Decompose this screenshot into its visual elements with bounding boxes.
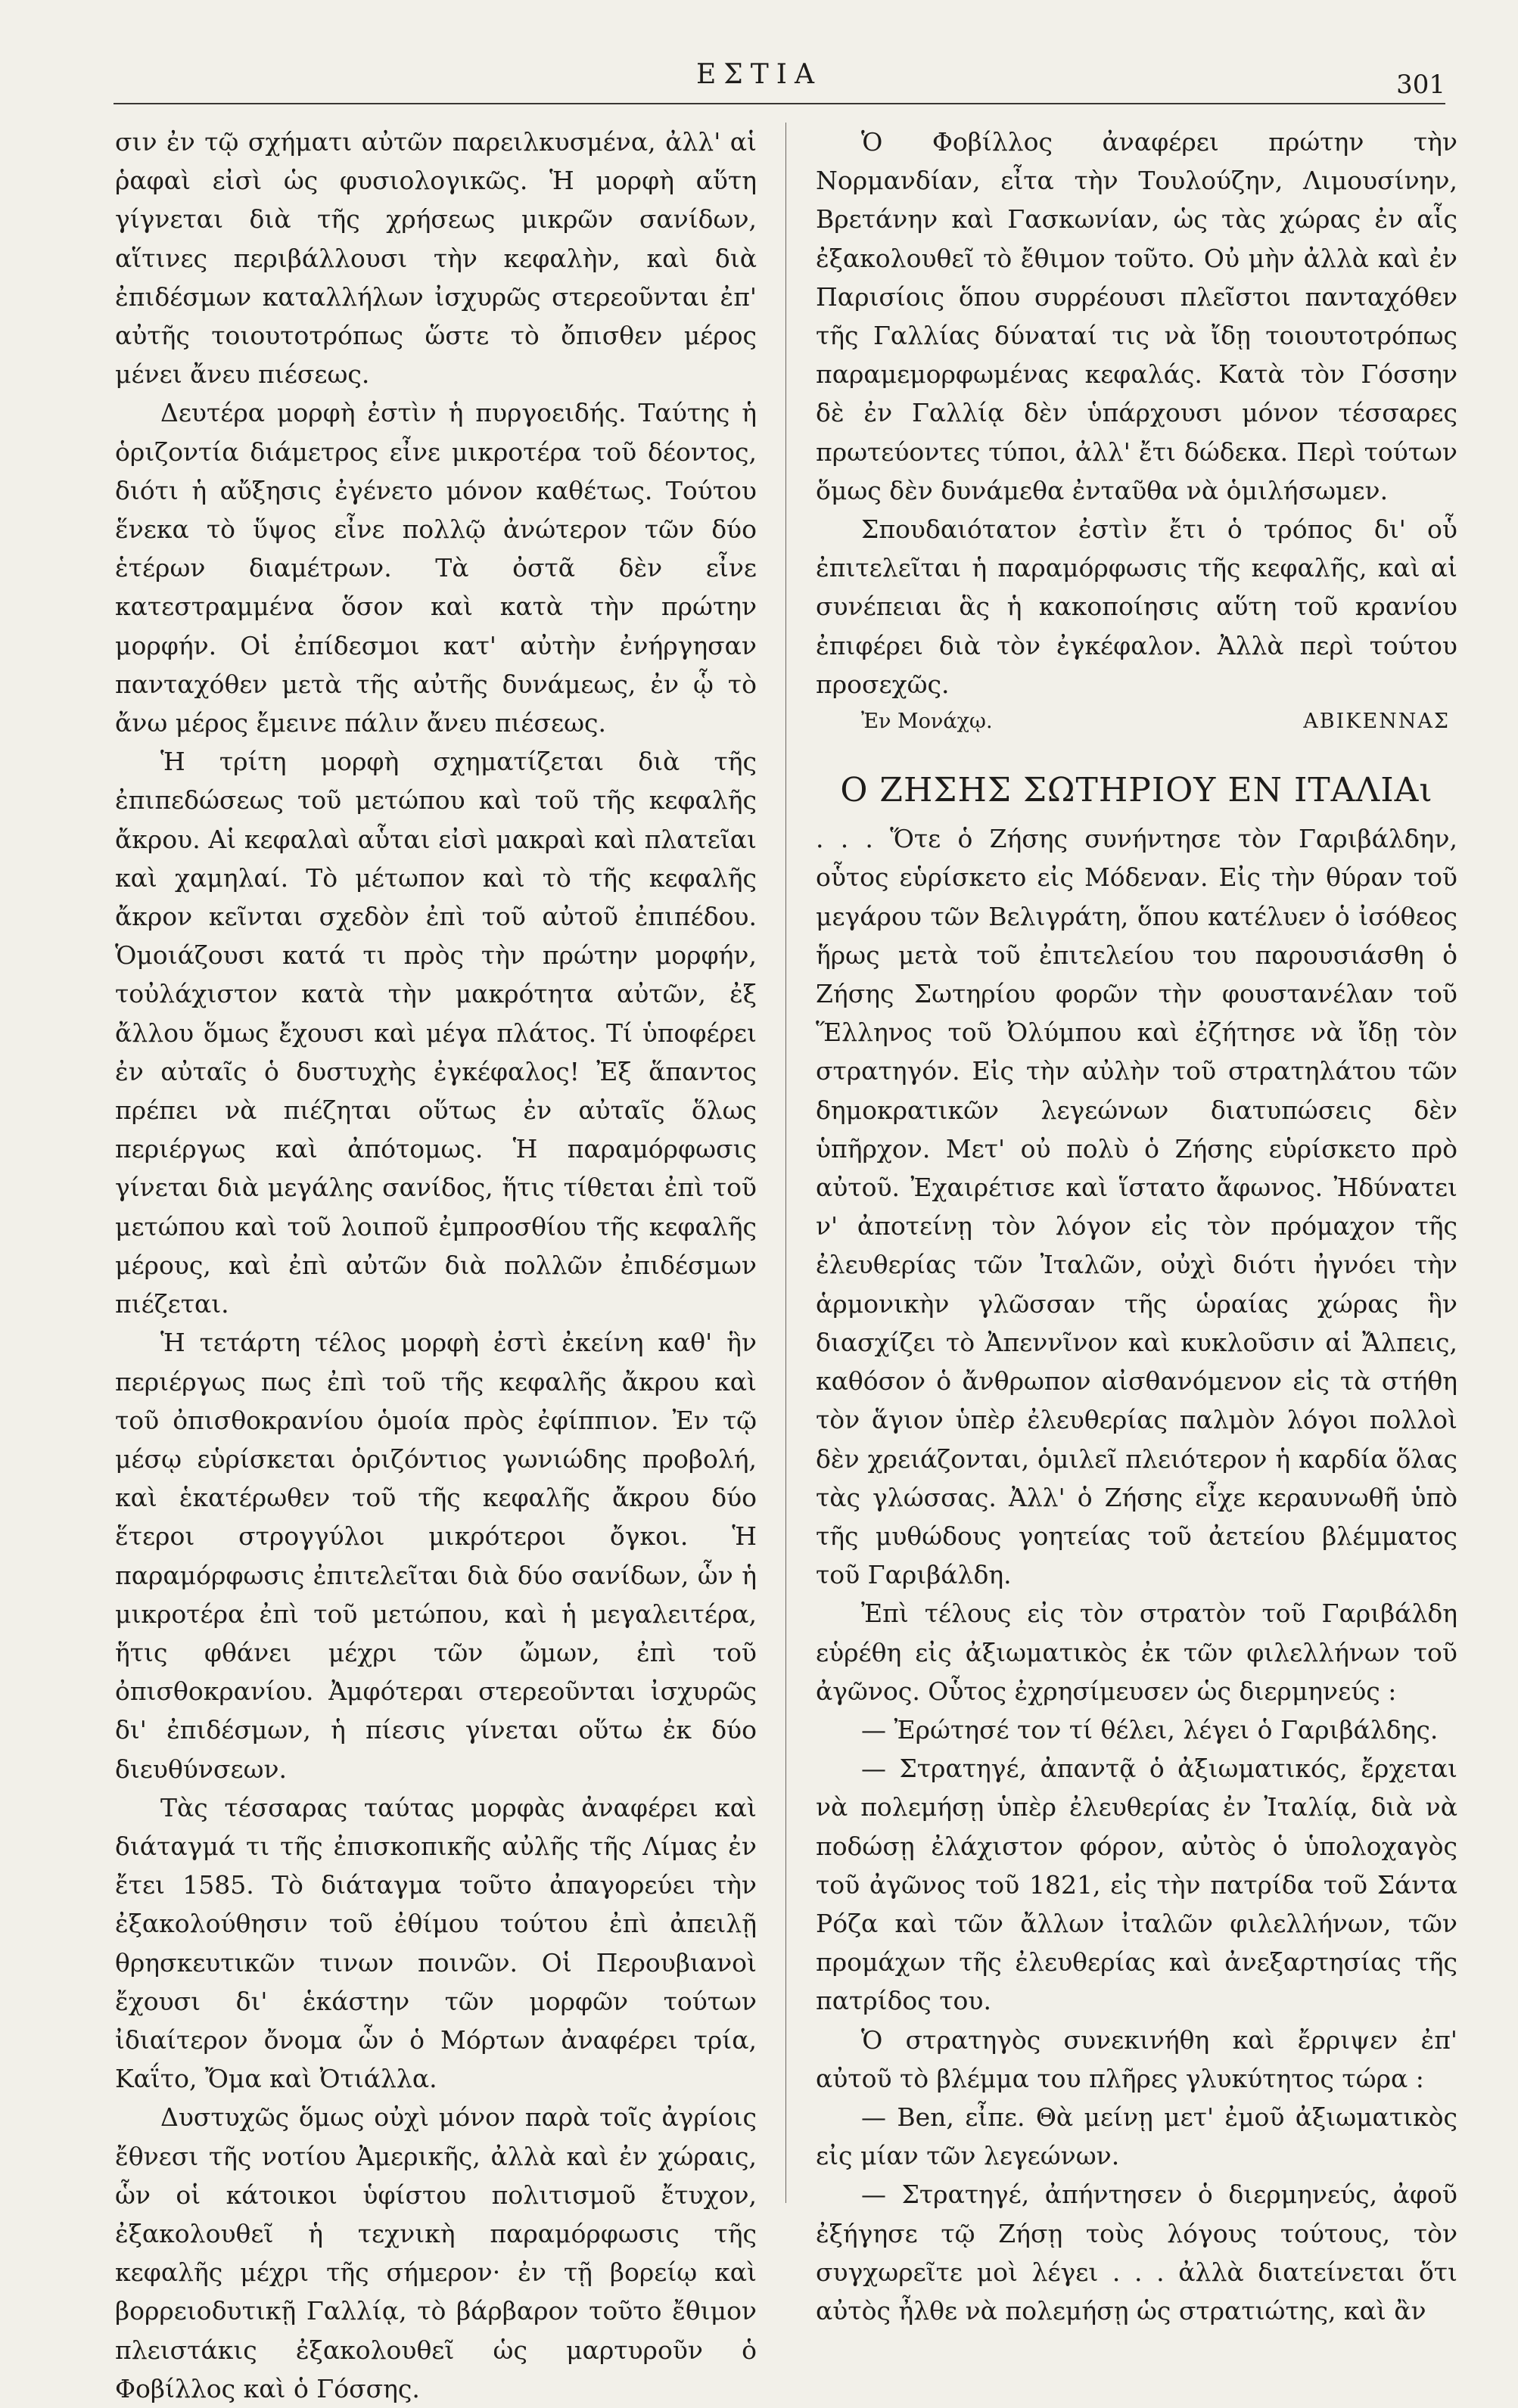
left-column: [115, 123, 757, 2408]
paragraph: Ὁ στρατηγὸς συνεκινήθη καὶ ἔρριψεν ἐπ' αὐτοῦ τὸ βλέμμα του πλῆρες γλυκύτητος τώρα :: [816, 2024, 1457, 2093]
section-title: Ο ΖΗΣΗΣ ΣΩΤΗΡΙΟΥ ΕΝ ΙΤΑΛΙΑι: [840, 771, 1433, 810]
header-rule: [114, 103, 1445, 104]
paragraph: σιν ἐν τῷ σχήματι αὐτῶν παρειλκυσμένα, ἀλλ' αἱ ῥαφαὶ εἰσὶ ὡς φυσιολογικῶς. Ἡ μορφὴ αὕτη γίγνεται διὰ τῆς χρήσεως μικρῶν σανίδων, αἵτινες περιβάλλουσι τὴν κεφαλὴν, καὶ διὰ ἐπιδέσμων καταλλήλων ἰσχυρῶς στερεοῦνται ἐπ' αὐτῆς τοιουτοτρόπως ὥστε τὸ ὄπισθεν μέρος μένει ἄνευ πιέσεως.: [115, 127, 757, 390]
paragraph: Τὰς τέσσαρας ταύτας μορφὰς ἀναφέρει καὶ διάταγμά τι τῆς ἐπισκοπικῆς αὐλῆς τῆς Λίμας ἐν ἔτει 1585. Τὸ διάταγμα τοῦτο ἀπαγορεύει τὴν ἐξακολούθησιν τοῦ ἐθίμου τούτου ἐπὶ ἀπειλῇ θρησκευτικῶν τινων ποινῶν. Οἱ Περουβιανοὶ ἔχουσι δι' ἑκάστην τῶν μορφῶν τούτων ἰδιαίτερον ὄνομα ὧν ὁ Μόρτων ἀναφέρει τρία, Καΐτο, Ὄμα καὶ Ὀτιάλλα.: [115, 1792, 757, 2094]
column-divider: [785, 123, 786, 2203]
signature-author: ΑΒΙΚΕΝΝΑΣ: [1303, 710, 1450, 734]
paragraph: Ἐπὶ τέλους εἰς τὸν στρατὸν τοῦ Γαριβάλδη εὑρέθη εἰς ἀξιωματικὸς ἐκ τῶν φιλελλήνων τοῦ ἀγῶνος. Οὗτος ἐχρησίμευσεν ὡς διερμηνεύς :: [816, 1599, 1457, 1706]
paragraph: — Ben, εἶπε. Θὰ μείνῃ μετ' ἐμοῦ ἀξιωματικὸς εἰς μίαν τῶν λεγεώνων.: [816, 2102, 1457, 2171]
paragraph: Ἡ τρίτη μορφὴ σχηματίζεται διὰ τῆς ἐπιπεδώσεως τοῦ μετώπου καὶ τοῦ τῆς κεφαλῆς ἄκρου. Αἱ κεφαλαὶ αὗται εἰσὶ μακραὶ καὶ πλατεῖαι καὶ χαμηλαί. Τὸ μέτωπον καὶ τὸ τῆς κεφαλῆς ἄκρον κεῖνται σχεδὸν ἐπὶ τοῦ αὐτοῦ ἐπιπέδου. Ὁμοιάζουσι κατά τι πρὸς τὴν πρώτην μορφήν, τοὐλάχιστον κατὰ τὴν μακρότητα αὐτῶν, ἐξ ἄλλου ὅμως ἔχουσι καὶ μέγα πλάτος. Τί ὑποφέρει ἐν αὐταῖς ὁ δυστυχὴς ἐγκέφαλος! Ἐξ ἅπαντος πρέπει νὰ πιέζηται οὕτως ἐν αὐταῖς ὅλως περιέργως καὶ ἀπότομως. Ἡ παραμόρφωσις γίνεται διὰ μεγάλης σανίδος, ἥτις τίθεται ἐπὶ τοῦ μετώπου καὶ τοῦ λοιποῦ ἐμπροσθίου τῆς κεφαλῆς μέρους, καὶ ἐπὶ αὐτῶν διὰ πολλῶν ἐπιδέσμων πιέζεται.: [115, 747, 757, 1319]
paragraph: Δυστυχῶς ὅμως οὐχὶ μόνον παρὰ τοῖς ἀγρίοις ἔθνεσι τῆς νοτίου Ἀμερικῆς, ἀλλὰ καὶ ἐν χώραις, ὧν οἱ κάτοικοι ὑφίστου πολιτισμοῦ ἔτυχον, ἐξακολουθεῖ ἡ τεχνικὴ παραμόρφωσις τῆς κεφαλῆς μέχρι τῆς σήμερον· ἐν τῇ βορείῳ καὶ βορρειοδυτικῇ Γαλλίᾳ, τὸ βάρβαρον τοῦτο ἔθιμον πλειστάκις ἐξακολουθεῖ ὡς μαρτυροῦν ὁ Φοβίλλος καὶ ὁ Γόσσης.: [115, 2102, 757, 2403]
paragraph: — Στρατηγέ, ἀπαντᾷ ὁ ἀξιωματικός, ἔρχεται νὰ πολεμήσῃ ὑπὲρ ἐλευθερίας ἐν Ἰταλίᾳ, διὰ νὰ ποδώσῃ ἐλάχιστον φόρον, αὐτὸς ὁ ὑπολοχαγὸς τοῦ ἀγῶνος τοῦ 1821, εἰς τὴν πατρίδα τοῦ Σάντα Ρόζα καὶ τῶν ἄλλων ἰταλῶν φιλελλήνων, τῶν προμάχων τῆς ἐλευθερίας καὶ ἀνεξαρτησίας τῆς πατρίδος του.: [816, 1754, 1457, 2016]
page-number: 301: [1396, 70, 1445, 100]
paragraph: — Στρατηγέ, ἀπήντησεν ὁ διερμηνεύς, ἀφοῦ ἐξήγησε τῷ Ζήσῃ τοὺς λόγους τούτους, τὸν συγχωρεῖτε μοὶ λέγει . . . ἀλλὰ διατείνεται ὅτι αὐτὸς ἦλθε νὰ πολεμήσῃ ὡς στρατιώτης, καὶ ἂν: [816, 2180, 1457, 2326]
paragraph: Δευτέρα μορφὴ ἐστὶν ἡ πυργοειδής. Ταύτης ἡ ὁριζοντία διάμετρος εἶνε μικροτέρα τοῦ δέοντος, διότι ἡ αὔξησις ἐγένετο μόνον καθέτως. Τούτου ἕνεκα τὸ ὕψος εἶνε πολλῷ ἀνώτερον τῶν δύο ἑτέρων διαμέτρων. Τὰ ὀστᾶ δὲν εἶνε κατεστραμμένα ὅσον καὶ κατὰ τὴν πρώτην μορφήν. Οἱ ἐπίδεσμοι κατ' αὐτὴν ἐνήργησαν πανταχόθεν μετὰ τῆς αὐτῆς δυνάμεως, ἐν ᾧ τὸ ἄνω μέρος ἔμεινε πάλιν ἄνευ πιέσεως.: [115, 398, 757, 738]
paragraph: Ἡ τετάρτη τέλος μορφὴ ἐστὶ ἐκείνη καθ' ἣν περιέργως πως ἐπὶ τοῦ τῆς κεφαλῆς ἄκρου καὶ τοῦ ὀπισθοκρανίου ὁμοία πρὸς ἐφίππιον. Ἐν τῷ μέσῳ εὑρίσκεται ὁριζόντιος γωνιώδης προβολή, καὶ ἑκατέρωθεν τοῦ τῆς κεφαλῆς ἄκρου δύο ἕτεροι στρογγύλοι μικρότεροι ὄγκοι. Ἡ παραμόρφωσις ἐπιτελεῖται διὰ δύο σανίδων, ὧν ἡ μικροτέρα ἐπὶ τοῦ μετώπου, καὶ ἡ μεγαλειτέρα, ἥτις φθάνει μέχρι τῶν ὤμων, ἐπὶ τοῦ ὀπισθοκρανίου. Ἀμφότεραι στερεοῦνται ἰσχυρῶς δι' ἐπιδέσμων, ἡ πίεσις γίνεται οὕτω ἐκ δύο διευθύνσεων.: [115, 1328, 757, 1784]
paragraph: Σπουδαιότατον ἐστὶν ἔτι ὁ τρόπος δι' οὗ ἐπιτελεῖται ἡ παραμόρφωσις τῆς κεφαλῆς, καὶ αἱ συνέπειαι ἃς ἡ κακοποίησις αὕτη τοῦ κρανίου ἐπιφέρει διὰ τὸν ἐγκέφαλον. Ἀλλὰ περὶ τούτου προσεχῶς.: [816, 514, 1457, 699]
right-column: [816, 123, 1457, 2330]
paragraph: . . . Ὅτε ὁ Ζήσης συνήντησε τὸν Γαριβάλδην, οὗτος εὑρίσκετο εἰς Μόδεναν. Εἰς τὴν θύραν τοῦ μεγάρου τῶν Βελιγράτη, ὅπου κατέλυεν ὁ ἰσόθεος ἥρως μετὰ τοῦ ἐπιτελείου του παρουσιάσθη ὁ Ζήσης Σωτηρίου φορῶν τὴν φουστανέλαν τοῦ Ἕλληνος τοῦ Ὀλύμπου καὶ ἐζήτησε νὰ ἴδῃ τὸν στρατηγόν. Εἰς τὴν αὐλὴν τοῦ στρατηλάτου τῶν δημοκρατικῶν λεγεώνων διατυπώσεις δὲν ὑπῆρχον. Μετ' οὐ πολὺ ὁ Ζήσης εὑρίσκετο πρὸ αὐτοῦ. Ἐχαιρέτισε καὶ ἵστατο ἄφωνος. Ἠδύνατει ν' ἀποτείνῃ τὸν λόγον εἰς τὸν πρόμαχον τῆς ἐλευθερίας τῶν Ἰταλῶν, οὐχὶ διότι ἠγνόει τὴν ἁρμονικὴν γλῶσσαν τῆς ὡραίας χώρας ἣν διασχίζει τὸ Ἀπεννῖνον καὶ κυκλοῦσιν αἱ Ἄλπεις, καθόσον ὁ ἄνθρωπον αἰσθανόμενον εἰς τὰ στήθη τὸν ἅγιον ὑπὲρ ἐλευθερίας παλμὸν λόγοι πολλοὶ δὲν χρειάζονται, ὁμιλεῖ πλειότερον ἡ καρδία ὅλας τὰς γλώσσας. Ἀλλ' ὁ Ζήσης εἶχε κεραυνωθῆ ὑπὸ τῆς μυθώδους γοητείας τοῦ ἀετείου βλέμματος τοῦ Γαριβάλδη.: [816, 824, 1457, 1590]
paragraph: Ὁ Φοβίλλος ἀναφέρει πρώτην τὴν Νορμανδίαν, εἶτα τὴν Τουλούζην, Λιμουσίνην, Βρετάνην καὶ Γασκωνίαν, ὡς τὰς χώρας ἐν αἷς ἐξακολουθεῖ τὸ ἔθιμον τοῦτο. Οὐ μὴν ἀλλὰ καὶ ἐν Παρισίοις ὅπου συρρέουσι πλεῖστοι πανταχόθεν τῆς Γαλλίας δύναταί τις νὰ ἴδῃ τοιουτοτρόπως παραμεμορφωμένας κεφαλάς. Κατὰ τὸν Γόσσην δὲ ἐν Γαλλίᾳ δὲν ὑπάρχουσι μόνον τέσσαρες πρωτεύοντες τύποι, ἀλλ' ἔτι δώδεκα. Περὶ τούτων ὅμως δὲν δυνάμεθα ἐνταῦθα νὰ ὁμιλήσωμεν.: [816, 127, 1457, 505]
signature-line: [816, 702, 1457, 741]
signature-place: Ἐν Μονάχῳ.: [861, 710, 993, 734]
running-title: ΕΣΤΙΑ: [696, 59, 822, 90]
paragraph: — Ἐρώτησέ τον τί θέλει, λέγει ὁ Γαριβάλδης.: [861, 1714, 1439, 1745]
